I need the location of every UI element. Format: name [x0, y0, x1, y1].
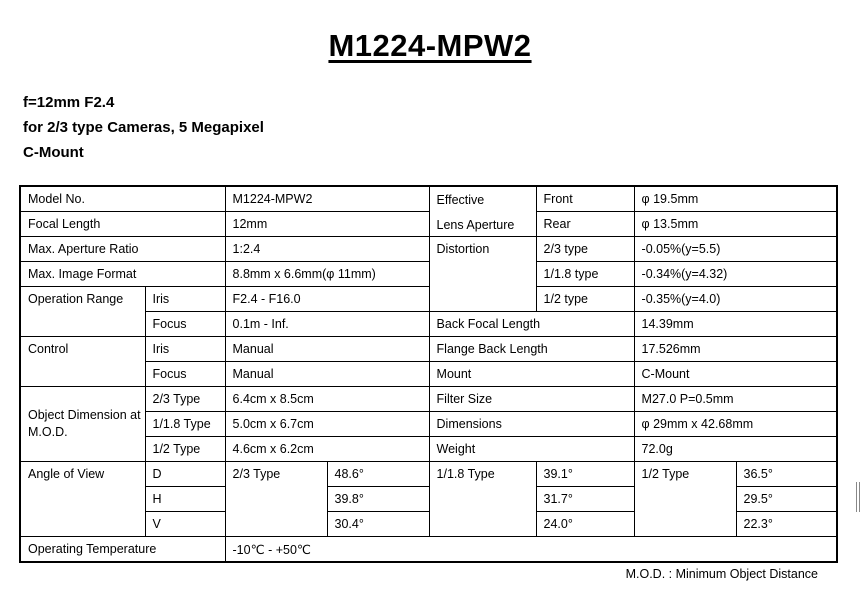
value-aov-1-1-8-d: 39.1°: [536, 462, 634, 487]
label-angle-of-view: Angle of View: [20, 462, 145, 537]
value-aov-2-3-h: 39.8°: [327, 487, 429, 512]
label-obj-1-2: 1/2 Type: [145, 437, 225, 462]
value-obj-1-1-8: 5.0cm x 6.7cm: [225, 412, 429, 437]
value-aov-2-3-v: 30.4°: [327, 512, 429, 537]
value-rear: φ 13.5mm: [634, 212, 837, 237]
value-dist-2-3: -0.05%(y=5.5): [634, 237, 837, 262]
label-iris: Iris: [145, 287, 225, 312]
value-front: φ 19.5mm: [634, 186, 837, 212]
value-mount: C-Mount: [634, 362, 837, 387]
label-distortion: Distortion: [429, 237, 536, 312]
value-aov-1-1-8-v: 24.0°: [536, 512, 634, 537]
value-obj-1-2: 4.6cm x 6.2cm: [225, 437, 429, 462]
spec-table: [19, 185, 838, 563]
label-aov-1-2: 1/2 Type: [634, 462, 736, 537]
label-dist-2-3: 2/3 type: [536, 237, 634, 262]
value-dimensions: φ 29mm x 42.68mm: [634, 412, 837, 437]
label-obj-2-3: 2/3 Type: [145, 387, 225, 412]
value-aov-1-2-v: 22.3°: [736, 512, 837, 537]
label-filter-size: Filter Size: [429, 387, 634, 412]
value-aov-2-3-d: 48.6°: [327, 462, 429, 487]
label-effective: Effective: [436, 193, 485, 207]
label-aov-1-1-8: 1/1.8 Type: [429, 462, 536, 537]
label-aov-d: D: [145, 462, 225, 487]
value-weight: 72.0g: [634, 437, 837, 462]
label-weight: Weight: [429, 437, 634, 462]
value-aov-1-2-d: 36.5°: [736, 462, 837, 487]
label-operating-temperature: Operating Temperature: [20, 537, 225, 563]
label-mount: Mount: [429, 362, 634, 387]
label-dist-1-1-8: 1/1.8 type: [536, 262, 634, 287]
value-dist-1-1-8: -0.34%(y=4.32): [634, 262, 837, 287]
label-aov-2-3: 2/3 Type: [225, 462, 327, 537]
label-focus: Focus: [145, 312, 225, 337]
label-control: Control: [20, 337, 145, 387]
label-aov-h: H: [145, 487, 225, 512]
value-obj-2-3: 6.4cm x 8.5cm: [225, 387, 429, 412]
label-max-image-format: Max. Image Format: [20, 262, 225, 287]
value-focal-length: 12mm: [225, 212, 429, 237]
label-front: Front: [536, 186, 634, 212]
value-max-aperture-ratio: 1:2.4: [225, 237, 429, 262]
footnote: M.O.D. : Minimum Object Distance: [625, 567, 818, 581]
value-filter-size: M27.0 P=0.5mm: [634, 387, 837, 412]
label-model-no: Model No.: [20, 186, 225, 212]
label-flange-back-length: Flange Back Length: [429, 337, 634, 362]
label-max-aperture-ratio: Max. Aperture Ratio: [20, 237, 225, 262]
value-aov-1-1-8-h: 31.7°: [536, 487, 634, 512]
value-max-image-format: 8.8mm x 6.6mm(φ 11mm): [225, 262, 429, 287]
page-title: M1224-MPW2: [328, 28, 532, 63]
spec-line-camera: for 2/3 type Cameras, 5 Megapixel: [23, 119, 264, 136]
value-dist-1-2: -0.35%(y=4.0): [634, 287, 837, 312]
value-operating-temperature: -10℃ - +50℃: [225, 537, 837, 563]
label-aov-v: V: [145, 512, 225, 537]
spec-line-mount: C-Mount: [23, 144, 84, 161]
value-model-no: M1224-MPW2: [225, 186, 429, 212]
label-rear: Rear: [536, 212, 634, 237]
label-back-focal-length: Back Focal Length: [429, 312, 634, 337]
value-iris-range: F2.4 - F16.0: [225, 287, 429, 312]
label-object-dimension: Object Dimension at M.O.D.: [20, 387, 145, 462]
label-dimensions: Dimensions: [429, 412, 634, 437]
label-focus-control: Focus: [145, 362, 225, 387]
value-flange-back-length: 17.526mm: [634, 337, 837, 362]
spec-line-focal: f=12mm F2.4: [23, 94, 115, 111]
label-focal-length: Focal Length: [20, 212, 225, 237]
value-back-focal-length: 14.39mm: [634, 312, 837, 337]
label-obj-1-1-8: 1/1.8 Type: [145, 412, 225, 437]
label-effective-lens-aperture: [429, 186, 536, 237]
label-iris-control: Iris: [145, 337, 225, 362]
value-iris-control: Manual: [225, 337, 429, 362]
label-lens-aperture: Lens Aperture: [436, 218, 515, 232]
edge-mark: [856, 482, 860, 512]
value-focus-control: Manual: [225, 362, 429, 387]
value-aov-1-2-h: 29.5°: [736, 487, 837, 512]
value-focus-range: 0.1m - Inf.: [225, 312, 429, 337]
label-dist-1-2: 1/2 type: [536, 287, 634, 312]
label-operation-range: Operation Range: [20, 287, 145, 337]
